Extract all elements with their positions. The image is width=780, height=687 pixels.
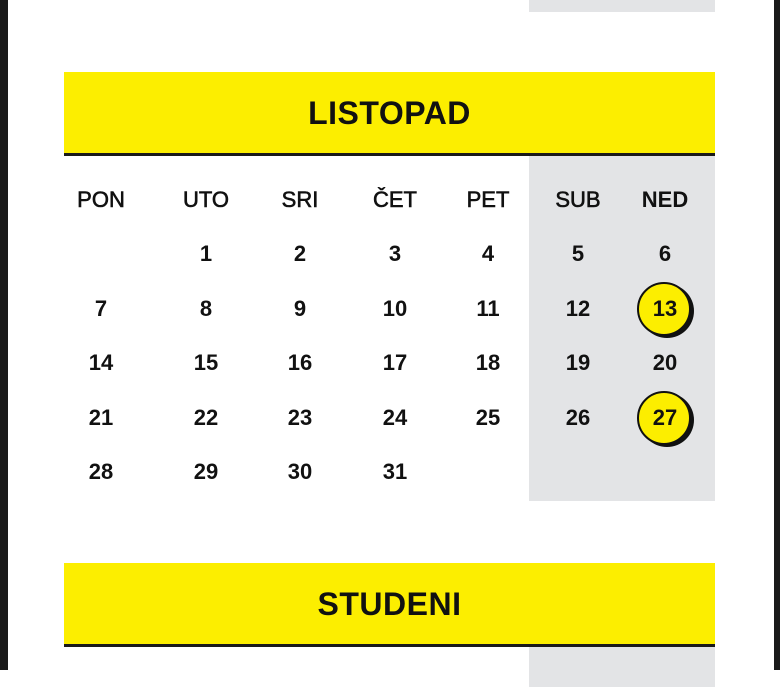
day-cell: 15 xyxy=(193,350,219,375)
day-cell: 31 xyxy=(382,459,408,484)
day-cell: 16 xyxy=(287,350,313,375)
day-cell: 9 xyxy=(293,296,307,321)
day-cell: 24 xyxy=(382,405,408,430)
day-cell: 10 xyxy=(382,296,408,321)
day-cell: 19 xyxy=(565,350,591,375)
day-cell: 30 xyxy=(287,459,313,484)
month-grid xyxy=(64,156,715,501)
weekend-column-shade xyxy=(529,647,715,687)
weekday-header: SRI xyxy=(281,187,319,212)
day-cell: 8 xyxy=(199,296,213,321)
day-cell: 14 xyxy=(88,350,114,375)
day-cell: 11 xyxy=(476,296,500,321)
day-cell: 23 xyxy=(287,405,313,430)
month-title: LISTOPAD xyxy=(308,95,471,131)
day-cell: 2 xyxy=(293,241,307,266)
weekday-header: NED xyxy=(641,187,689,212)
day-cell: 1 xyxy=(199,241,213,266)
month-grid xyxy=(64,647,715,687)
day-cell: 7 xyxy=(94,296,108,321)
previous-month-weekend-shade xyxy=(529,0,715,12)
day-cell: 20 xyxy=(652,350,678,375)
weekday-header: PON xyxy=(77,187,125,212)
day-cell: 29 xyxy=(193,459,219,484)
page-edge-right xyxy=(774,0,780,670)
page-edge-left xyxy=(0,0,8,670)
weekday-header: UTO xyxy=(182,187,230,212)
day-cell: 25 xyxy=(475,405,501,430)
weekday-header: ČET xyxy=(373,187,417,212)
day-cell: 12 xyxy=(565,296,591,321)
month-banner xyxy=(64,72,715,156)
month-banner xyxy=(64,563,715,647)
day-cell: 21 xyxy=(88,405,114,430)
day-cell: 5 xyxy=(571,241,585,266)
weekday-header: SUB xyxy=(555,187,601,212)
day-cell: 3 xyxy=(388,241,402,266)
month-october xyxy=(64,72,715,501)
day-cell: 28 xyxy=(88,459,114,484)
weekday-header: PET xyxy=(466,187,510,212)
day-cell-highlighted: 13 xyxy=(652,296,678,321)
day-cell: 22 xyxy=(193,405,219,430)
day-cell: 6 xyxy=(658,241,672,266)
day-cell: 18 xyxy=(475,350,501,375)
day-cell: 4 xyxy=(481,241,495,266)
month-title: STUDENI xyxy=(317,586,462,622)
day-cell: 17 xyxy=(382,350,408,375)
day-cell: 26 xyxy=(565,405,591,430)
day-cell-highlighted: 27 xyxy=(652,405,678,430)
month-november xyxy=(64,563,715,687)
